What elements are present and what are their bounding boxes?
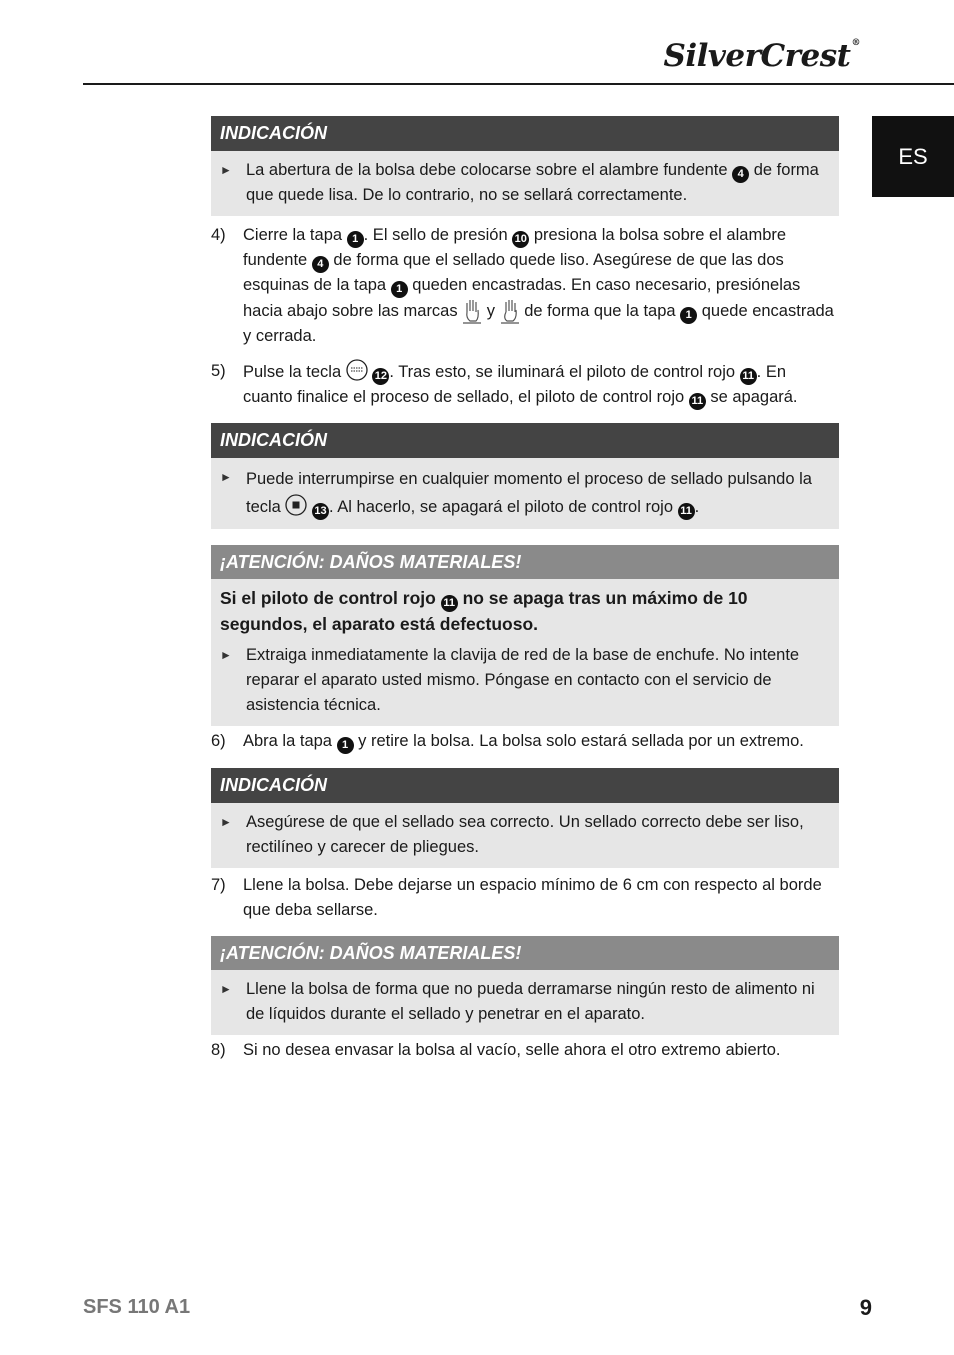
ref-number: 13 (312, 503, 329, 520)
ref-number: 12 (372, 368, 389, 385)
header-rule (83, 83, 954, 85)
warning-title: ¡ATENCIÓN: DAÑOS MATERIALES! (211, 545, 839, 579)
note-title: INDICACIÓN (211, 116, 839, 151)
note-box (211, 116, 839, 216)
step-item: 6) Abra la tapa 1 y retire la bolsa. La bolsa solo estará sellada por un extremo. (211, 729, 839, 754)
bullet-arrow-icon: ► (220, 163, 232, 177)
ref-number: 4 (732, 166, 749, 183)
ref-number: 1 (337, 737, 354, 754)
ref-number: 10 (512, 231, 529, 248)
note-box (211, 768, 839, 868)
page-content (211, 116, 839, 1063)
step-item: 8) Si no desea envasar la bolsa al vacío, selle ahora el otro extremo abierto. (211, 1041, 781, 1059)
step-item: 7) Llene la bolsa. Debe dejarse un espacio mínimo de 6 cm con respecto al borde que deba sellarse. (211, 876, 822, 919)
ref-number: 1 (391, 281, 408, 298)
note-title: INDICACIÓN (211, 423, 839, 458)
ref-number: 4 (312, 256, 329, 273)
bullet-arrow-icon: ► (220, 648, 232, 662)
note-box (211, 423, 839, 529)
bullet-arrow-icon: ► (220, 982, 232, 996)
stop-key-icon (285, 494, 307, 516)
warning-box (211, 936, 839, 1035)
step-item: 5) Pulse la tecla 12 . Tras esto, se iluminará el piloto de control rojo 11 . En cuanto finalice el proceso de sellado, el piloto de control rojo 11 se apagará. (211, 359, 839, 410)
bullet-item: ► Llene la bolsa de forma que no pueda derramarse ningún resto de alimento ni de líquidos durante el sellado y penetrar en el aparato. (220, 977, 829, 1027)
ref-number: 11 (740, 368, 757, 385)
bullet-item: ► La abertura de la bolsa debe colocarse sobre el alambre fundente 4 de forma que quede lisa. De lo contrario, no se sellará correctamente. (220, 158, 829, 208)
page-number: 9 (859, 1295, 872, 1320)
warning-box (211, 545, 839, 726)
brand-logo: SilverCrest® (663, 38, 860, 74)
model-number: SFS 110 A1 (83, 1296, 191, 1318)
bullet-item: ► Extraiga inmediatamente la clavija de red de la base de enchufe. No intente reparar el aparato usted mismo. Póngase en contacto con el servicio de asistencia técnica. (220, 643, 829, 718)
language-tab: ES (872, 116, 954, 197)
step-item: 4) Cierre la tapa 1 . El sello de presión 10 presiona la bolsa sobre el alambre fundente 4 de forma que el sellado quede liso. Asegúrese de que las dos esquinas de la tapa 1 queden encastradas. En caso necesario, presiónelas hacia abajo sobre las marcas y de forma que la tapa 1 quede encastrada y cerrada. (211, 226, 834, 345)
ref-number: 1 (347, 231, 364, 248)
bullet-arrow-icon: ► (220, 470, 232, 484)
warning-title: ¡ATENCIÓN: DAÑOS MATERIALES! (211, 936, 839, 970)
ref-number: 11 (689, 393, 706, 410)
bullet-item: ► Puede interrumpirse en cualquier momento el proceso de sellado pulsando la tecla 13 . Al hacerlo, se apagará el piloto de control rojo 11 . (220, 465, 829, 521)
ref-number: 11 (678, 503, 695, 520)
note-title: INDICACIÓN (211, 768, 839, 803)
hand-mark-icon (500, 298, 520, 324)
bullet-arrow-icon: ► (220, 815, 232, 829)
warning-statement: Si el piloto de control rojo 11 no se apaga tras un máximo de 10 segundos, el aparato está defectuoso. (220, 588, 748, 634)
seal-key-icon (346, 359, 368, 381)
ref-number: 11 (441, 595, 458, 612)
bullet-item: ► Asegúrese de que el sellado sea correcto. Un sellado correcto debe ser liso, rectilíneo y carecer de pliegues. (220, 810, 829, 860)
ref-number: 1 (680, 307, 697, 324)
hand-mark-icon (462, 298, 482, 324)
